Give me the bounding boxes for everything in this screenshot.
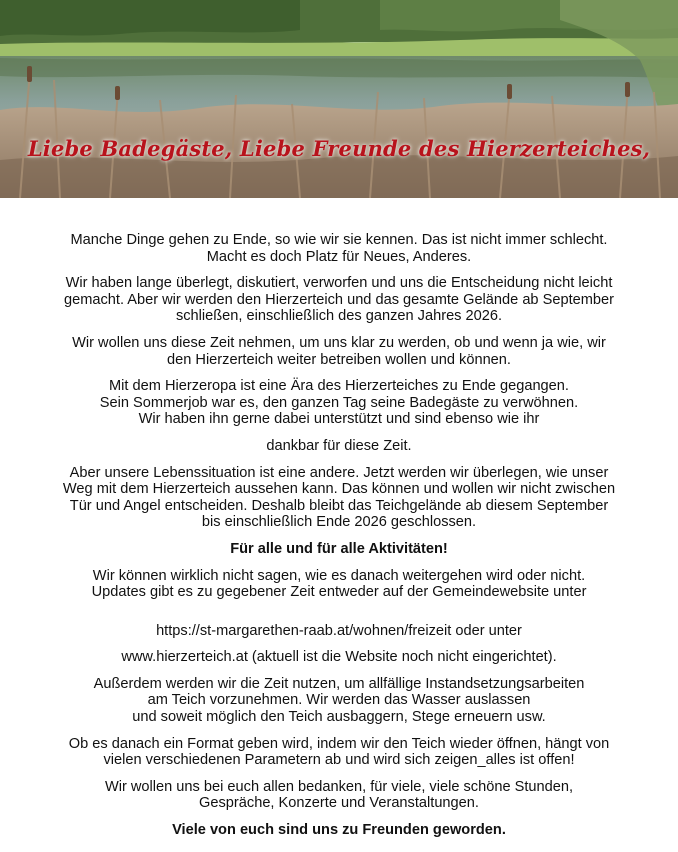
pond-landscape-photo <box>0 0 678 198</box>
paragraph-friends: Viele von euch sind uns zu Freunden geworden. <box>172 822 506 839</box>
municipality-link[interactable]: https://st-margarethen-raab.at/wohnen/freizeit oder unter <box>156 622 522 639</box>
paragraph-future: Ob es danach ein Format geben wird, indem wir den Teich wieder öffnen, hängt von vielen verschiedenen Parametern ab und wird sich zeigen_alles ist offen! <box>68 735 610 769</box>
notice-body <box>0 232 678 849</box>
greeting-title: Liebe Badegäste, Liebe Freunde des Hierzerteiches, <box>27 136 651 161</box>
paragraph-reflection: Wir wollen uns diese Zeit nehmen, um uns klar zu werden, ob und wenn ja wie, wir den Hierzerteich weiter betreiben wollen und können. <box>72 334 606 368</box>
paragraph-repairs: Außerdem werden wir die Zeit nutzen, um allfällige Instandsetzungsarbeiten am Teich vorzunehmen. Wir werden das Wasser auslassen und soweit möglich den Teich ausbaggern, Stege erneuern usw. <box>93 675 585 726</box>
pond-website-link[interactable]: www.hierzerteich.at (aktuell ist die Website noch nicht eingerichtet). <box>121 649 557 666</box>
paragraph-all-activities: Für alle und für alle Aktivitäten! <box>230 540 448 557</box>
paragraph-gratitude: dankbar für diese Zeit. <box>266 437 412 454</box>
paragraph-closure: Aber unsere Lebenssituation ist eine andere. Jetzt werden wir überlegen, wie unser Weg mit dem Hierzerteich aussehen kann. Das können und wollen wir nicht zwischen Tür und Angel entscheiden. Deshalb bleibt das Teichgelände ab diesem September bis einschließlich Ende 2026 geschlossen. <box>62 464 616 531</box>
paragraph-thanks: Wir wollen uns bei euch allen bedanken, für viele, viele schöne Stunden, Gespräche, Konzerte und Veranstaltungen. <box>104 778 574 812</box>
paragraph-intro: Manche Dinge gehen zu Ende, so wie wir sie kennen. Das ist nicht immer schlecht. Macht es doch Platz für Neues, Anderes. <box>70 232 608 265</box>
paragraph-decision: Wir haben lange überlegt, diskutiert, verworfen und uns die Entscheidung nicht leicht gemacht. Aber wir werden den Hierzerteich und das gesamte Gelände ab September schließen, einschließlich des ganzen Jahres 2026. <box>63 275 614 325</box>
header-photo <box>0 0 678 198</box>
paragraph-hierzeropa: Mit dem Hierzeropa ist eine Ära des Hierzerteiches zu Ende gegangen. Sein Sommerjob war es, den ganzen Tag seine Badegäste zu verwöhnen. Wir haben ihn gerne dabei unterstützt und sind ebenso wie ihr <box>99 378 579 428</box>
paragraph-updates: Wir können wirklich nicht sagen, wie es danach weitergehen wird oder nicht. Updates gibt es zu gegebener Zeit entweder auf der Gemeindewebsite unter <box>91 567 587 601</box>
